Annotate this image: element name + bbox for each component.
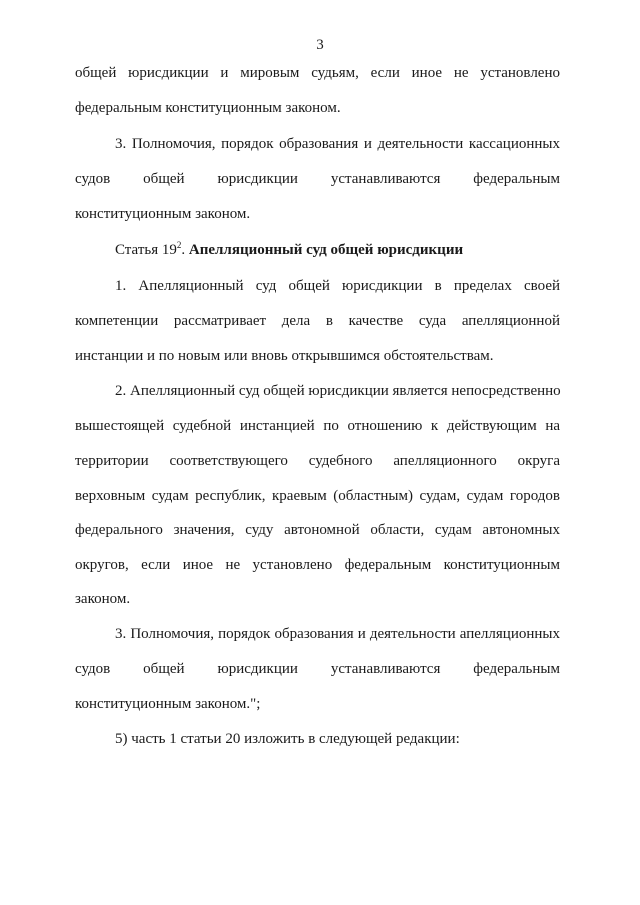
page-number: 3	[316, 37, 324, 53]
body-line: судов общей юрисдикции устанавливаются федеральным	[75, 661, 560, 677]
article-superscript: 2	[176, 240, 182, 250]
body-line: 5) часть 1 статьи 20 изложить в следующей редакции:	[115, 731, 460, 747]
body-line: конституционным законом.	[75, 206, 251, 222]
body-line: верховным судам республик, краевым (областным) судам, судам городов	[75, 488, 560, 504]
body-line: 2. Апелляционный суд общей юрисдикции является непосредственно	[115, 383, 561, 399]
article-title: Апелляционный суд общей юрисдикции	[188, 242, 464, 258]
body-line: общей юрисдикции и мировым судьям, если иное не установлено	[75, 65, 560, 81]
article-number: Статья 19	[115, 242, 177, 258]
body-line: инстанции и по новым или вновь открывшимся обстоятельствам.	[75, 348, 494, 364]
body-line: компетенции рассматривает дела в качестве суда апелляционной	[75, 313, 560, 329]
body-line: территории соответствующего судебного апелляционного округа	[75, 453, 560, 469]
body-line: вышестоящей судебной инстанцией по отношению к действующим на	[75, 418, 560, 434]
body-line: федеральным конституционным законом.	[75, 100, 341, 116]
body-line: судов общей юрисдикции устанавливаются федеральным	[75, 171, 560, 187]
body-line: 3. Полномочия, порядок образования и деятельности апелляционных	[115, 626, 560, 642]
body-line: 1. Апелляционный суд общей юрисдикции в пределах своей	[115, 278, 560, 294]
body-line: конституционным законом.";	[75, 696, 261, 712]
body-line: 3. Полномочия, порядок образования и деятельности кассационных	[115, 136, 560, 152]
article-separator: .	[181, 242, 189, 258]
article-heading	[115, 242, 560, 260]
body-line: округов, если иное не установлено федеральным конституционным	[75, 557, 560, 573]
body-line: законом.	[75, 591, 131, 607]
body-line: федерального значения, суду автономной области, судам автономных	[75, 522, 560, 538]
